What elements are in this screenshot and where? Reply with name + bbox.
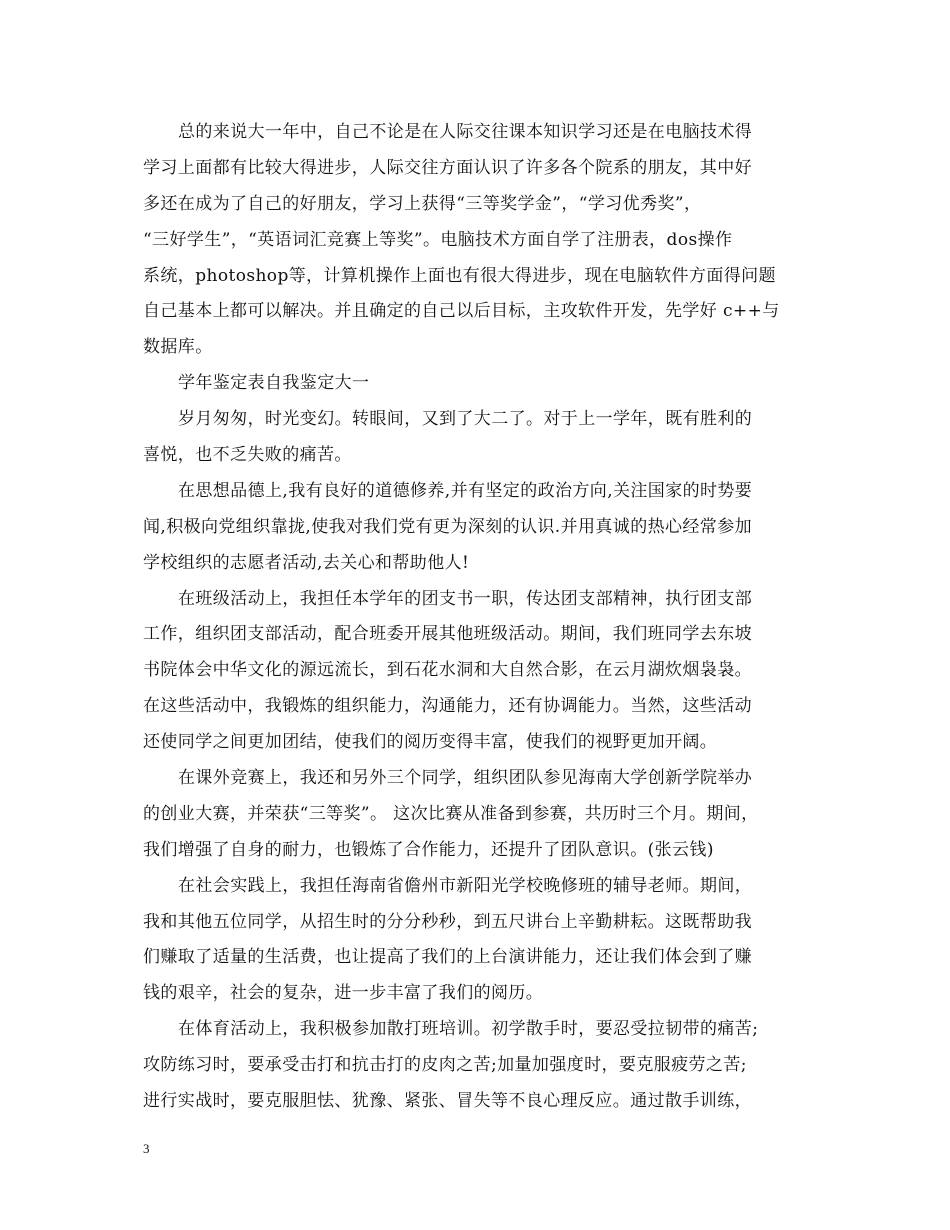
text-line: 还使同学之间更加团结，使我们的阅历变得丰富，使我们的视野更加开阔。	[143, 732, 718, 753]
text-line: 书院体会中华文化的源远流长，到石花水洞和大自然合影，在云月湖炊烟袅袅。	[143, 660, 752, 681]
text-line: 钱的艰辛，社会的复杂，进一步丰富了我们的阅历。	[143, 983, 544, 1004]
text-line: 在思想品德上,我有良好的道德修养,并有坚定的政治方向,关注国家的时势要	[178, 480, 753, 501]
text-line: 学习上面都有比较大得进步，人际交往方面认识了许多各个院系的朋友，其中好	[143, 157, 752, 178]
text-line: 学校组织的志愿者活动,去关心和帮助他人!	[143, 552, 470, 573]
text-line: 系统，photoshop等，计算机操作上面也有很大得进步，现在电脑软件方面得问题	[143, 265, 776, 286]
text-line: 攻防练习时，要承受击打和抗击打的皮肉之苦;加量加强度时，要克服疲劳之苦;	[143, 1055, 747, 1076]
text-line: 我们增强了自身的耐力，也锻炼了合作能力，还提升了团队意识。(张云钱)	[143, 839, 714, 860]
text-line: 总的来说大一年中，自己不论是在人际交往课本知识学习还是在电脑技术得	[178, 122, 753, 142]
text-line: 多还在成为了自己的好朋友，学习上获得“三等奖学金”，“学习优秀奖”，	[143, 193, 702, 214]
text-line: 工作，组织团支部活动，配合班委开展其他班级活动。期间，我们班同学去东坡	[143, 624, 752, 645]
page-number: 3	[143, 1141, 150, 1156]
text-line: 在课外竞赛上，我还和另外三个同学，组织团队参见海南大学创新学院举办	[178, 768, 753, 789]
section-heading: 学年鉴定表自我鉴定大一	[178, 373, 370, 394]
text-line: 进行实战时，要克服胆怯、犹豫、紧张、冒失等不良心理反应。通过散手训练，	[143, 1091, 752, 1112]
text-line: 们赚取了适量的生活费，也让提高了我们的上台演讲能力，还让我们体会到了赚	[143, 947, 752, 968]
text-line: 喜悦，也不乏失败的痛苦。	[143, 445, 352, 466]
text-line: 岁月匆匆，时光变幻。转眼间，又到了大二了。对于上一学年，既有胜利的	[178, 409, 753, 430]
text-line: 在这些活动中，我锻炼的组织能力，沟通能力，还有协调能力。当然，这些活动	[143, 696, 752, 717]
text-line: 在体育活动上，我积极参加散打班培训。初学散手时，要忍受拉韧带的痛苦;	[178, 1019, 759, 1040]
text-line: “三好学生”，“英语词汇竞赛上等奖”。电脑技术方面自学了注册表，dos操作	[143, 229, 733, 250]
text-line: 在班级活动上，我担任本学年的团支书一职，传达团支部精神，执行团支部	[178, 588, 753, 609]
text-line: 的创业大赛，并荣获“三等奖”。 这次比赛从准备到参赛，共历时三个月。期间，	[143, 803, 759, 824]
document-body	[143, 115, 813, 1120]
text-line: 数据库。	[143, 337, 213, 358]
text-line: 在社会实践上，我担任海南省儋州市新阳光学校晚修班的辅导老师。期间，	[178, 875, 753, 896]
text-line: 闻,积极向党组织靠拢,使我对我们党有更为深刻的认识.并用真诚的热心经常参加	[143, 516, 753, 537]
text-line: 我和其他五位同学，从招生时的分分秒秒，到五尺讲台上辛勤耕耘。这既帮助我	[143, 911, 752, 932]
text-line: 自己基本上都可以解决。并且确定的自己以后目标，主攻软件开发，先学好 c++与	[143, 301, 780, 322]
